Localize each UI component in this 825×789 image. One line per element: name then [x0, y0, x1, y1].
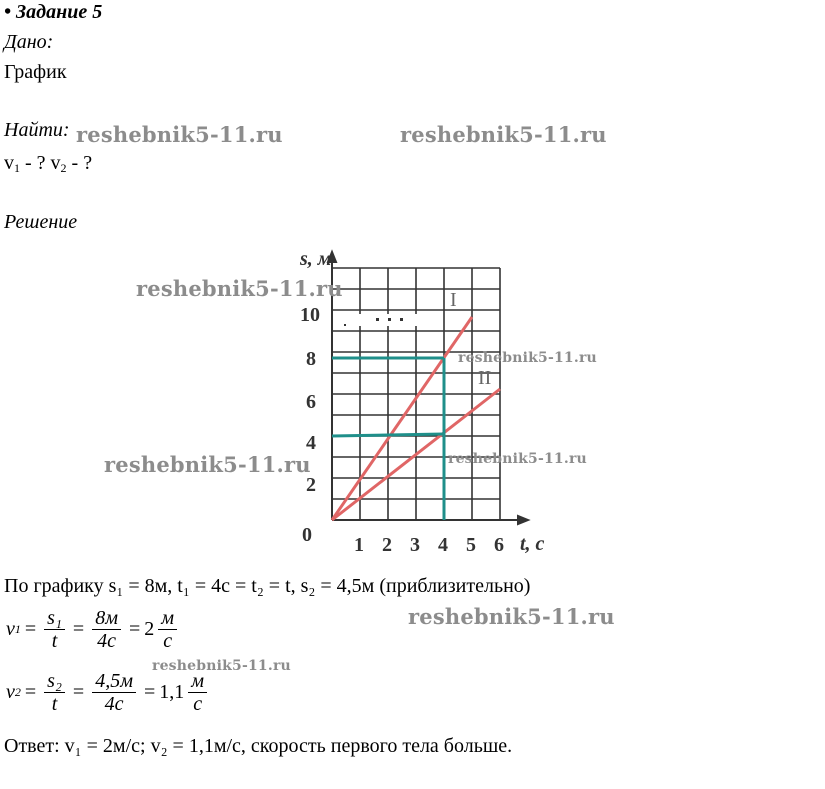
line-1-label: I [450, 289, 457, 311]
formula-v2: v 2 = $\frac{\text{s₂}}{t}$ = $\frac{4,5м}{4с}$ = 1,1 $\frac{м}{с}$ [6, 670, 211, 715]
find-label: Найти: [4, 119, 70, 141]
x-tick-1: 1 [354, 534, 364, 556]
x-tick-3: 3 [410, 534, 420, 556]
watermark: reshebnik5-11.ru [104, 452, 311, 477]
find-text: $v_1$ - ? $v_2$ - ? [4, 152, 93, 175]
watermark: reshebnik5-11.ru [448, 451, 587, 467]
watermark: reshebnik5-11.ru [408, 604, 615, 629]
given-text: График [4, 61, 67, 83]
y-tick-6: 6 [306, 391, 316, 413]
y-tick-2: 2 [306, 474, 316, 496]
answer-text: Ответ: v₁ = 2м/с; v₂ = 1,1м/с, скорость первого тела больше. [4, 735, 513, 757]
solution-label: Решение [4, 211, 78, 233]
y-tick-4: 4 [306, 432, 316, 454]
x-tick-6: 6 [494, 534, 504, 556]
watermark: reshebnik5-11.ru [400, 122, 607, 147]
by-graph-text: По графику s₁ = 8м, t₁ = 4с = t₂ = t, s₂ = 4,5м (приблизительно) [4, 575, 531, 597]
x-tick-5: 5 [466, 534, 476, 556]
line-1 [332, 317, 472, 520]
y-axis-label: s, м [300, 248, 332, 270]
watermark: reshebnik5-11.ru [136, 276, 343, 301]
origin-label: 0 [302, 524, 312, 546]
watermark: reshebnik5-11.ru [458, 350, 597, 366]
x-tick-4: 4 [438, 534, 448, 556]
y-tick-10: 10 [300, 304, 320, 326]
watermark: reshebnik5-11.ru [152, 658, 291, 674]
given-label: Дано: [4, 31, 54, 53]
formula-v1: v 1 = $\frac{\text{s₁}}{t}$ = $\frac{8м}{4с}$ = 2 $\frac{м}{с}$ [6, 607, 181, 652]
watermark: reshebnik5-11.ru [76, 122, 283, 147]
task-title: • Задание 5 [4, 1, 103, 23]
x-axis-label: t, с [520, 533, 545, 555]
y-tick-8: 8 [306, 348, 316, 370]
line-2-label: II [478, 367, 492, 389]
x-tick-2: 2 [382, 534, 392, 556]
